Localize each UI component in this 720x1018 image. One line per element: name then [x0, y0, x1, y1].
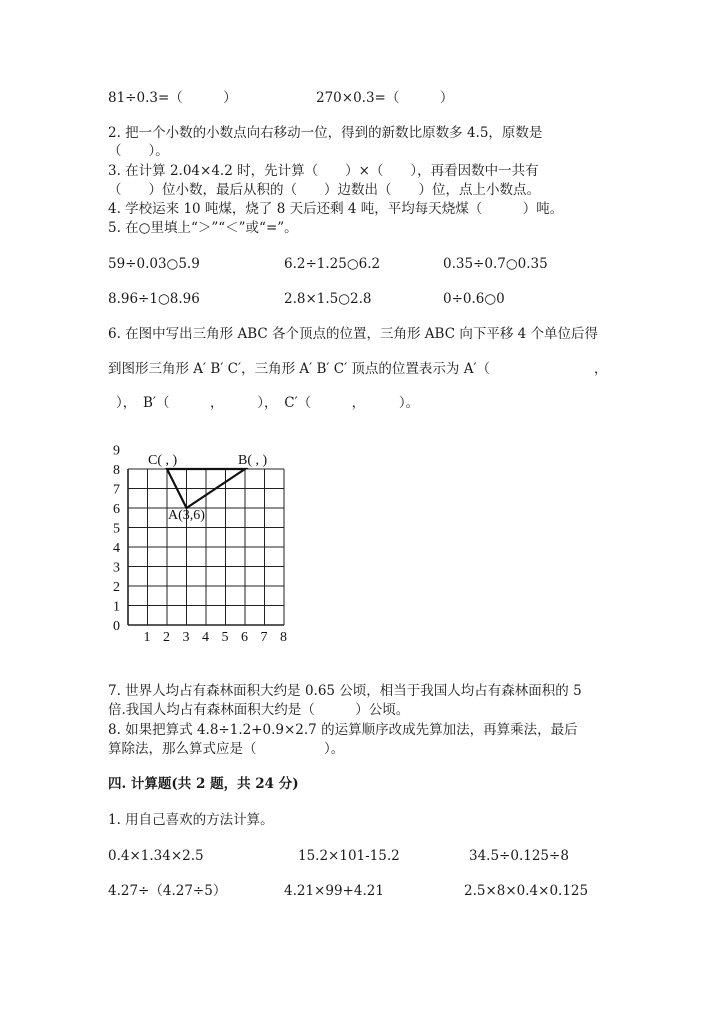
- x-tick-label: 5: [221, 630, 229, 645]
- x-tick-label: 2: [163, 630, 170, 645]
- q7-line2: 倍.我国人均占有森林面积大约是（ ）公顷。: [108, 702, 410, 718]
- y-tick-label: 0: [113, 619, 120, 634]
- q6-line2: 到图形三角形 A′ B′ C′，三角形 A′ B′ C′ 顶点的位置表示为 A′（: [108, 361, 491, 377]
- q3-line1: 3. 在计算 2.04×4.2 时，先计算（ ）×（ ），再看因数中一共有: [108, 163, 539, 179]
- q5-compare: 59÷0.03○5.9: [108, 256, 200, 272]
- label-vertex-b: B( , ): [238, 453, 268, 468]
- label-vertex-c: C( , ): [148, 453, 178, 468]
- y-tick-label: 7: [113, 482, 120, 498]
- q6-line1: 6. 在图中写出三角形 ABC 各个顶点的位置，三角形 ABC 向下平移 4 个单位后得: [108, 326, 599, 342]
- section4-title: 四. 计算题(共 2 题，共 24 分): [108, 776, 299, 792]
- q3-line2: （ ）位小数，最后从积的（ ）边数出（ ）位，点上小数点。: [108, 182, 540, 198]
- section4-instruction: 1. 用自己喜欢的方法计算。: [108, 812, 274, 828]
- q8-line1: 8. 如果把算式 4.8÷1.2+0.9×2.7 的运算顺序改成先算加法，再算乘法，最后: [108, 722, 578, 738]
- q1-expr-b: 270×0.3=（ ）: [316, 90, 454, 106]
- q2-line2: （ ）。: [108, 143, 169, 159]
- q1-expr-a: 81÷0.3=（ ）: [108, 90, 237, 106]
- y-tick-label: 9: [113, 443, 120, 459]
- q8-line2: 算除法，那么算式应是（ ）。: [108, 741, 345, 757]
- q5-instruction: 5. 在○里填上“＞”“＜”或“=”。: [108, 220, 298, 236]
- calc-expression: 2.5×8×0.4×0.125: [464, 883, 589, 899]
- x-tick-label: 6: [241, 630, 248, 645]
- calc-expression: 15.2×101-15.2: [298, 848, 400, 864]
- y-tick-label: 3: [113, 560, 120, 576]
- x-tick-label: 4: [202, 630, 209, 645]
- calc-expression: 4.27÷（4.27÷5）: [108, 883, 227, 899]
- q6-line3: ）， B′（ ， ）， C′（ ， ）。: [116, 395, 420, 411]
- axis-ticks: [113, 444, 287, 646]
- q5-compare: 0÷0.6○0: [443, 291, 505, 307]
- y-tick-label: 1: [113, 599, 120, 615]
- q5-compare: 8.96÷1○8.96: [108, 291, 200, 307]
- x-tick-label: 8: [280, 630, 287, 645]
- q4-line: 4. 学校运来 10 吨煤，烧了 8 天后还剩 4 吨，平均每天烧煤（ ）吨。: [108, 201, 564, 217]
- y-tick-label: 2: [113, 580, 120, 595]
- x-tick-label: 3: [182, 630, 190, 645]
- x-tick-label: 7: [260, 630, 268, 645]
- coordinate-grid-figure: [108, 440, 298, 645]
- q5-compare: 6.2÷1.25○6.2: [284, 256, 381, 272]
- y-tick-label: 4: [113, 541, 120, 556]
- y-tick-label: 6: [113, 502, 120, 517]
- q6-line2-comma: ，: [594, 361, 608, 377]
- calc-expression: 4.21×99+4.21: [284, 883, 384, 899]
- calc-expression: 34.5÷0.125÷8: [469, 848, 569, 864]
- grid-lines: [128, 469, 284, 625]
- y-tick-label: 5: [113, 521, 120, 537]
- label-vertex-a: A(3,6): [168, 508, 205, 523]
- q2-line1: 2. 把一个小数的小数点向右移动一位，得到的新数比原数多 4.5，原数是: [108, 125, 543, 141]
- x-tick-label: 1: [143, 630, 151, 645]
- q7-line1: 7. 世界人均占有森林面积大约是 0.65 公顷，相当于我国人均占有森林面积的 5: [108, 683, 582, 699]
- q5-compare: 2.8×1.5○2.8: [284, 291, 372, 307]
- y-tick-label: 8: [113, 463, 120, 478]
- q5-compare: 0.35÷0.7○0.35: [443, 256, 548, 272]
- calc-expression: 0.4×1.34×2.5: [108, 848, 204, 864]
